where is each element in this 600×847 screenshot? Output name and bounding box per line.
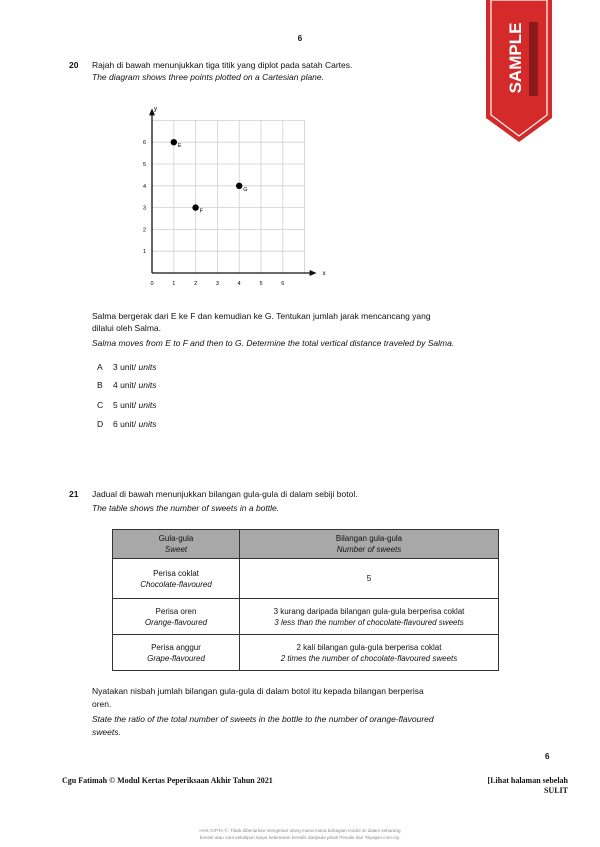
point-label-f: F	[199, 208, 203, 215]
option-ms: 6 unit/	[113, 419, 137, 429]
table-cell	[240, 599, 499, 635]
y-tick-label: 1	[142, 249, 146, 256]
question-21-body-ms-2: oren.	[92, 699, 112, 709]
x-tick-label: 2	[194, 281, 198, 287]
footer-left: Cgu Fatimah © Modul Kertas Peperiksaan Akhir Tahun 2021	[62, 776, 273, 785]
point-g	[236, 183, 242, 189]
cell-value-en: 3 less than the number of chocolate-flavoured sweets	[274, 617, 464, 627]
table-header-cell	[240, 530, 499, 559]
footer-right-2: SULIT	[543, 786, 568, 795]
cell-ms: Perisa anggur	[151, 642, 201, 652]
question-21-number: 21	[69, 489, 79, 499]
question-21-body-en-2: sweets.	[92, 727, 121, 737]
question-20-body-ms-2: dilalui oleh Salma.	[92, 323, 161, 333]
cell-value: 3 kurang daripada bilangan gula-gula berperisa coklat	[273, 606, 465, 616]
option-en: units	[138, 380, 157, 390]
table-header-cell	[113, 530, 240, 559]
question-20-text-en: The diagram shows three points plotted on a Cartesian plane.	[92, 72, 324, 82]
question-21-body-ms-1: Nyatakan nisbah jumlah bilangan gula-gula di dalam botol itu kepada bilangan berperisa	[92, 686, 424, 696]
option-c[interactable]	[97, 400, 157, 410]
table-header-row	[113, 530, 499, 559]
x-tick-label: 3	[215, 281, 219, 287]
y-axis-label: y	[154, 106, 157, 113]
marks-number: 6	[545, 752, 550, 761]
table-cell	[113, 635, 240, 671]
point-f	[192, 204, 198, 210]
question-20-text-ms: Rajah di bawah menunjukkan tiga titik yang diplot pada satah Cartes.	[92, 60, 353, 70]
option-en: units	[138, 362, 157, 372]
cell-en: Grape-flavoured	[147, 653, 205, 663]
y-tick-label: 5	[142, 162, 146, 168]
option-ms: 3 unit/	[113, 362, 137, 372]
header-en: Sweet	[164, 545, 188, 554]
cartesian-plane	[132, 106, 326, 295]
question-21-text-ms: Jadual di bawah menunjukkan bilangan gula-gula di dalam sebiji botol.	[92, 489, 358, 499]
option-b[interactable]	[97, 380, 157, 390]
option-en: units	[138, 400, 157, 410]
option-en: units	[138, 419, 157, 429]
option-ms: 4 unit/	[113, 380, 137, 390]
option-letter: C	[97, 400, 104, 410]
sweets-table	[112, 529, 499, 671]
x-axis-arrow	[310, 270, 317, 276]
x-tick-label: 1	[172, 281, 176, 287]
cell-en: Chocolate-flavoured	[140, 579, 212, 589]
question-21-body-en-1: State the ratio of the total number of sweets in the bottle to the number of orange-flavoured	[92, 714, 434, 724]
cell-value-en: 2 times the number of chocolate-flavoured sweets	[280, 653, 458, 663]
y-tick-label: 2	[142, 227, 146, 234]
cell-ms: Perisa oren	[155, 606, 197, 616]
table-row	[113, 599, 499, 635]
point-label-e: E	[177, 143, 182, 150]
header-ms: Gula-gula	[158, 534, 194, 543]
y-tick-label: 6	[142, 140, 146, 147]
copyright-line-1: HAK CIPTA ©. Tidak dibenarkan mengeluar ulang mana-mana bahagian modul ini dalam sebarang	[199, 828, 401, 833]
sample-ribbon	[486, 0, 552, 142]
option-a[interactable]	[97, 362, 157, 372]
option-ms: 5 unit/	[113, 400, 137, 410]
option-d[interactable]	[97, 419, 157, 429]
y-tick-label: 3	[142, 205, 146, 212]
option-letter: D	[97, 419, 104, 429]
x-tick-label: 6	[281, 281, 285, 287]
x-tick-label: 5	[259, 281, 263, 287]
question-21-text-en: The table shows the number of sweets in a bottle.	[92, 503, 280, 513]
page-number: 6	[297, 34, 303, 43]
point-label-g: G	[243, 186, 248, 193]
copyright-line-2: bentuk atau cara sekalipun tanpa kebenaran bertulis daripada pihak Penulis dan Tikpaper.com.my.	[199, 835, 401, 840]
table-cell	[240, 635, 499, 671]
x-axis-label: x	[322, 271, 326, 277]
cell-value: 5	[366, 574, 372, 583]
question-20-number: 20	[69, 60, 79, 70]
table-cell	[113, 559, 240, 599]
ribbon-stamp	[529, 22, 538, 96]
x-tick-label: 4	[237, 281, 241, 287]
option-letter: B	[97, 380, 103, 390]
table-row	[113, 635, 499, 671]
footer-right-1: [Lihat halaman sebelah	[487, 776, 568, 785]
cell-en: Orange-flavoured	[144, 617, 208, 627]
table-cell	[113, 599, 240, 635]
table-row	[113, 559, 499, 599]
x-tick-label: 0	[150, 281, 154, 287]
header-ms: Bilangan gula-gula	[335, 534, 403, 543]
question-20-body-ms-1: Salma bergerak dari E ke F dan kemudian ke G. Tentukan jumlah jarak mencancang yang	[92, 311, 431, 321]
question-20-body-en: Salma moves from E to F and then to G. Determine the total vertical distance traveled by Salma.	[92, 338, 455, 348]
header-en: Number of sweets	[336, 545, 402, 554]
ribbon-text: SAMPLE	[506, 22, 525, 94]
point-e	[171, 139, 177, 145]
option-letter: A	[97, 362, 103, 372]
table-cell	[240, 559, 499, 599]
cell-value: 2 kali bilangan gula-gula berperisa coklat	[296, 642, 442, 652]
y-tick-label: 4	[142, 183, 146, 190]
cell-ms: Perisa coklat	[153, 568, 199, 578]
